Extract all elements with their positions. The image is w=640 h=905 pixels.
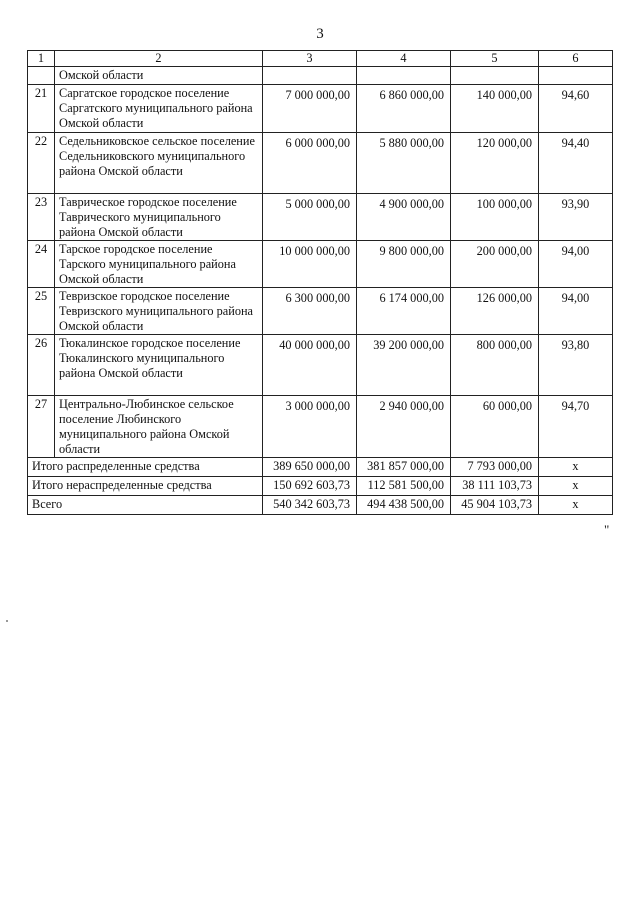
amount-col3: 40 000 000,00 xyxy=(263,335,357,396)
header-cell-6: 6 xyxy=(539,51,613,67)
amount-col3: 540 342 603,73 xyxy=(263,496,357,515)
row-number: 22 xyxy=(28,133,55,194)
table-row xyxy=(28,288,613,335)
settlement-name: Тюкалинское городское поселение Тюкалинского муниципального района Омской области xyxy=(55,335,263,396)
amount-col5: 140 000,00 xyxy=(451,85,539,133)
header-cell-5: 5 xyxy=(451,51,539,67)
amount-col5: 120 000,00 xyxy=(451,133,539,194)
percent-col6: х xyxy=(539,458,613,477)
amount-col3: 5 000 000,00 xyxy=(263,194,357,241)
continuation-row xyxy=(28,67,613,85)
table-row xyxy=(28,194,613,241)
row-number: 23 xyxy=(28,194,55,241)
amount-col5: 100 000,00 xyxy=(451,194,539,241)
settlement-name: Тевризское городское поселение Тевризского муниципального района Омской области xyxy=(55,288,263,335)
amount-col3 xyxy=(263,67,357,85)
amount-col5 xyxy=(451,67,539,85)
table-row xyxy=(28,133,613,194)
total-row-grand xyxy=(28,496,613,515)
amount-col4: 39 200 000,00 xyxy=(357,335,451,396)
total-row-distributed xyxy=(28,458,613,477)
amount-col5: 800 000,00 xyxy=(451,335,539,396)
closing-quote-mark: " xyxy=(604,522,610,537)
amount-col4: 112 581 500,00 xyxy=(357,477,451,496)
amount-col3: 3 000 000,00 xyxy=(263,396,357,458)
scan-speck xyxy=(6,620,8,622)
percent-col6: 93,90 xyxy=(539,194,613,241)
amount-col4 xyxy=(357,67,451,85)
allocation-table xyxy=(27,50,613,515)
table-row xyxy=(28,85,613,133)
page-number: 3 xyxy=(316,26,324,42)
total-label: Всего xyxy=(28,496,263,515)
settlement-name: Тарское городское поселение Тарского муниципального района Омской области xyxy=(55,241,263,288)
amount-col5: 200 000,00 xyxy=(451,241,539,288)
amount-col5: 38 111 103,73 xyxy=(451,477,539,496)
amount-col4: 4 900 000,00 xyxy=(357,194,451,241)
row-number: 26 xyxy=(28,335,55,396)
table-row xyxy=(28,335,613,396)
percent-col6: х xyxy=(539,477,613,496)
percent-col6: 94,60 xyxy=(539,85,613,133)
amount-col3: 6 000 000,00 xyxy=(263,133,357,194)
settlement-name: Седельниковское сельское поселение Седельниковского муниципального района Омской области xyxy=(55,133,263,194)
table-header-row xyxy=(28,51,613,67)
amount-col3: 7 000 000,00 xyxy=(263,85,357,133)
settlement-name: Омской области xyxy=(55,67,263,85)
percent-col6: 94,00 xyxy=(539,241,613,288)
amount-col3: 150 692 603,73 xyxy=(263,477,357,496)
percent-col6: х xyxy=(539,496,613,515)
amount-col4: 494 438 500,00 xyxy=(357,496,451,515)
table-row xyxy=(28,396,613,458)
percent-col6 xyxy=(539,67,613,85)
amount-col3: 10 000 000,00 xyxy=(263,241,357,288)
header-cell-3: 3 xyxy=(263,51,357,67)
total-label: Итого распределенные средства xyxy=(28,458,263,477)
total-label: Итого нераспределенные средства xyxy=(28,477,263,496)
amount-col5: 45 904 103,73 xyxy=(451,496,539,515)
settlement-name: Таврическое городское поселение Таврического муниципального района Омской области xyxy=(55,194,263,241)
percent-col6: 93,80 xyxy=(539,335,613,396)
table-row xyxy=(28,241,613,288)
amount-col5: 60 000,00 xyxy=(451,396,539,458)
settlement-name: Центрально-Любинское сельское поселение Любинского муниципального района Омской области xyxy=(55,396,263,458)
percent-col6: 94,00 xyxy=(539,288,613,335)
amount-col4: 6 860 000,00 xyxy=(357,85,451,133)
percent-col6: 94,70 xyxy=(539,396,613,458)
amount-col4: 9 800 000,00 xyxy=(357,241,451,288)
amount-col5: 126 000,00 xyxy=(451,288,539,335)
row-number: 25 xyxy=(28,288,55,335)
header-cell-2: 2 xyxy=(55,51,263,67)
amount-col4: 5 880 000,00 xyxy=(357,133,451,194)
total-row-undistributed xyxy=(28,477,613,496)
row-number xyxy=(28,67,55,85)
amount-col5: 7 793 000,00 xyxy=(451,458,539,477)
header-cell-1: 1 xyxy=(28,51,55,67)
row-number: 27 xyxy=(28,396,55,458)
settlement-name: Саргатское городское поселение Саргатского муниципального района Омской области xyxy=(55,85,263,133)
row-number: 21 xyxy=(28,85,55,133)
amount-col3: 6 300 000,00 xyxy=(263,288,357,335)
amount-col3: 389 650 000,00 xyxy=(263,458,357,477)
amount-col4: 6 174 000,00 xyxy=(357,288,451,335)
percent-col6: 94,40 xyxy=(539,133,613,194)
amount-col4: 381 857 000,00 xyxy=(357,458,451,477)
header-cell-4: 4 xyxy=(357,51,451,67)
row-number: 24 xyxy=(28,241,55,288)
amount-col4: 2 940 000,00 xyxy=(357,396,451,458)
